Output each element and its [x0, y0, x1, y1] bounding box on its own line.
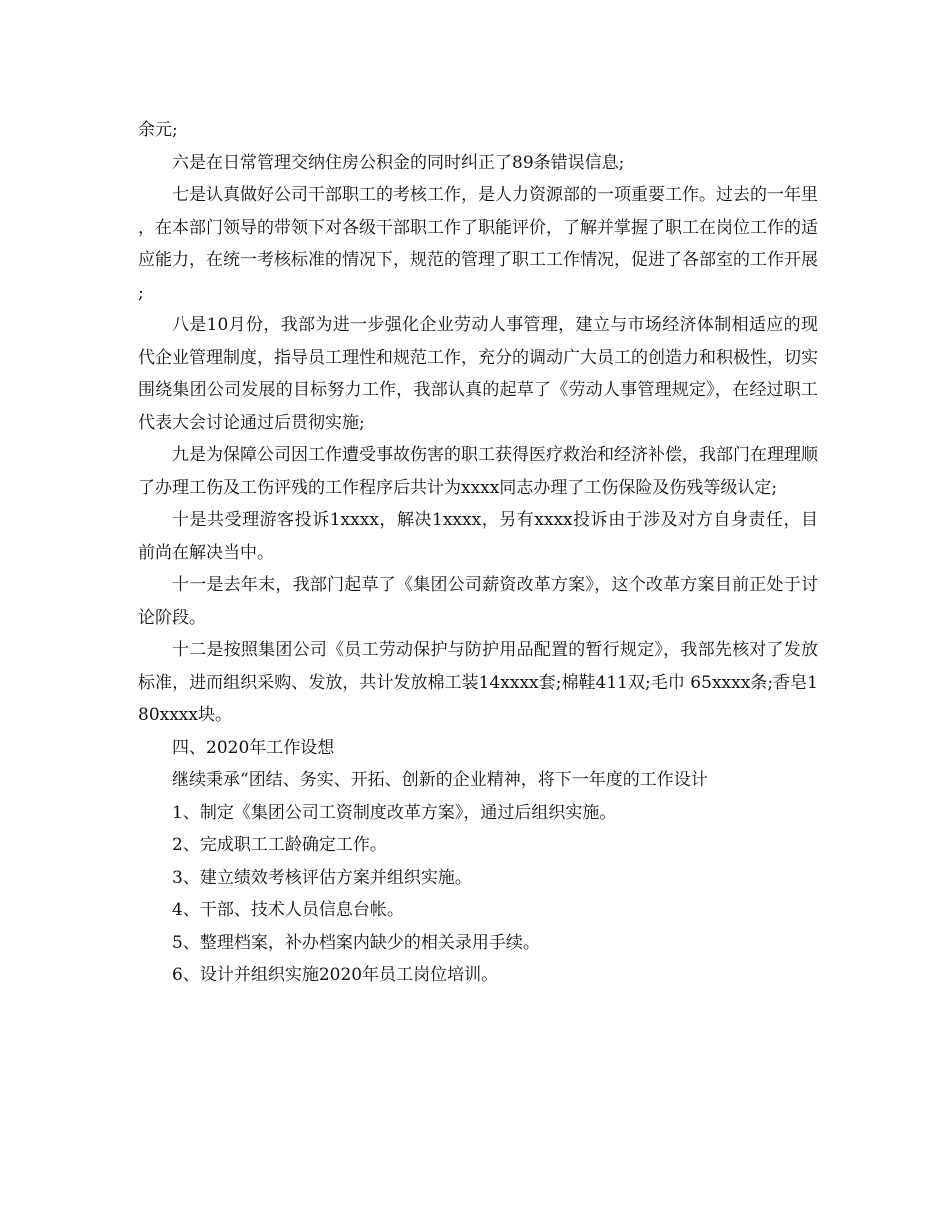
paragraph-item-10: 十是共受理游客投诉1xxxx，解决1xxxx，另有xxxx投诉由于涉及对方自身责任，目前尚在解决当中。	[138, 510, 818, 563]
paragraph-item-11: 十一是去年末，我部门起草了《集团公司薪资改革方案》，这个改革方案目前正处于讨论阶段。	[138, 575, 818, 628]
section-intro: 继续秉承“团结、务实、开拓、创新的企业精神，将下一年度的工作设计	[172, 770, 708, 790]
document-body	[138, 114, 818, 992]
paragraph-item-6: 六是在日常管理交纳住房公积金的同时纠正了89条错误信息;	[172, 152, 625, 173]
paragraph-item-9: 九是为保障公司因工作遭受事故伤害的职工获得医疗救治和经济补偿，我部门在理理顺了办理工伤及工伤评残的工作程序后共计为xxxx同志办理了工伤保险及伤残等级认定;	[138, 445, 818, 498]
paragraph-item-7: 七是认真做好公司干部职工的考核工作，是人力资源部的一项重要工作。过去的一年里，在本部门领导的带领下对各级干部职工作了职能评价，了解并掌握了职工在岗位工作的适应能力，在统一考核标准的情况下，规范的管理了职工工作情况，促进了各部室的工作开展;	[138, 185, 818, 303]
plan-item-4: 4、干部、技术人员信息台帐。	[172, 900, 404, 920]
paragraph-continuation: 余元;	[138, 120, 178, 140]
paragraph-item-12: 十二是按照集团公司《员工劳动保护与防护用品配置的暂行规定》，我部先核对了发放标准，进而组织采购、发放，共计发放棉工装14xxxx套;棉鞋411双;毛巾 65xxxx条;香皂180xxxx块。	[138, 640, 818, 725]
plan-item-3: 3、建立绩效考核评估方案并组织实施。	[172, 867, 472, 888]
plan-item-2: 2、完成职工工龄确定工作。	[172, 835, 387, 855]
paragraph-item-8: 八是10月份，我部为进一步强化企业劳动人事管理，建立与市场经济体制相适应的现代企业管理制度，指导员工理性和规范工作，充分的调动广大员工的创造力和积极性，切实围绕集团公司发展的目标努力工作，我部认真的起草了《劳动人事管理规定》，在经过职工代表大会讨论通过后贯彻实施;	[138, 315, 818, 433]
plan-item-5: 5、整理档案，补办档案内缺少的相关录用手续。	[172, 932, 540, 953]
section-heading: 四、2020年工作设想	[172, 737, 335, 758]
plan-item-1: 1、制定《集团公司工资制度改革方案》，通过后组织实施。	[172, 802, 617, 823]
plan-item-6: 6、设计并组织实施2020年员工岗位培训。	[172, 965, 499, 985]
